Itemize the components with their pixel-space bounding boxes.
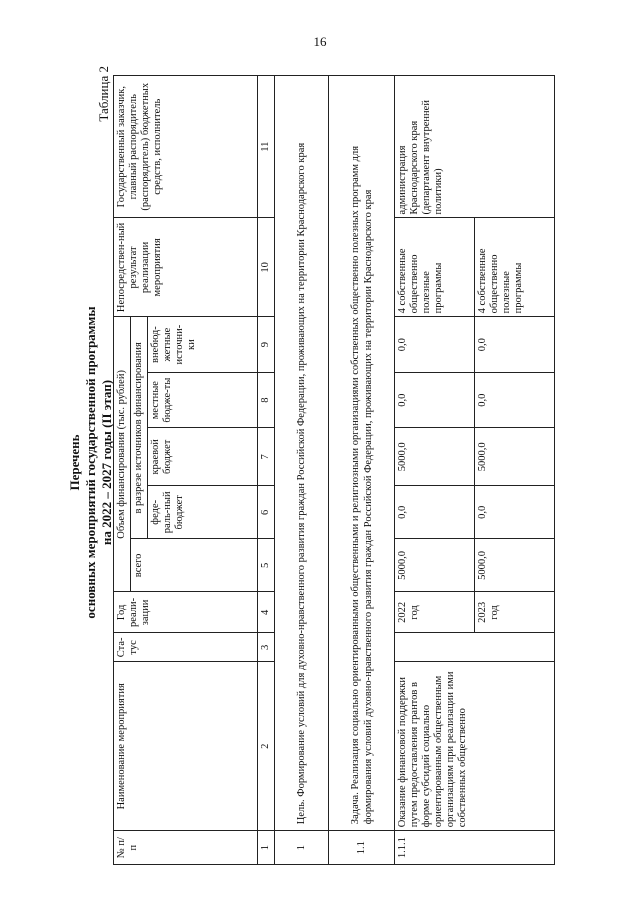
page-number: 16: [313, 34, 327, 49]
col-num: 6: [258, 486, 275, 539]
goal-text: Цель. Формирование условий для духовно-нравственного развития граждан Российской Федерации, проживающих на территории Краснодарского края: [275, 76, 329, 831]
row-federal: 0,0: [395, 486, 475, 539]
header-year: Год реали-зации: [114, 592, 258, 633]
column-number-row: [258, 76, 275, 865]
row-offbudget: 0,0: [475, 317, 555, 373]
goal-row: [275, 76, 329, 865]
row-result: 4 собственные общественно полезные программы: [475, 218, 555, 317]
row-year: 2023 год: [475, 592, 555, 633]
header-num: № п/п: [114, 831, 258, 865]
activities-table: [113, 75, 555, 865]
header-total: всего: [131, 539, 258, 592]
col-num: 10: [258, 218, 275, 317]
header-status: Ста-тус: [114, 633, 258, 662]
row-regional: 5000,0: [475, 428, 555, 486]
row-year: 2022 год: [395, 592, 475, 633]
col-num: 1: [258, 831, 275, 865]
document-period: на 2022 – 2027 годы (II этап): [99, 379, 114, 546]
header-customer: Государственный заказчик, главный распорядитель (распорядитель) бюджетных средств, исполнитель: [114, 76, 258, 218]
col-num: 3: [258, 633, 275, 662]
activity-num: 1.1.1: [395, 831, 555, 865]
header-by-sources: в разрезе источников финансирования: [131, 317, 148, 539]
col-num: 11: [258, 76, 275, 218]
document-title: Перечень: [67, 434, 82, 491]
row-local: 0,0: [395, 372, 475, 427]
header-result: Непосредствен-ный результат реализации мероприятия: [114, 218, 258, 317]
row-local: 0,0: [475, 372, 555, 427]
header-row-1: [114, 76, 131, 865]
header-volume: Объем финансирования (тыс. рублей): [114, 317, 131, 592]
task-row: [329, 76, 395, 865]
col-num: 4: [258, 592, 275, 633]
row-federal: 0,0: [475, 486, 555, 539]
row-result: 4 собственные общественно полезные программы: [395, 218, 475, 317]
header-name: Наименование мероприятия: [114, 662, 258, 831]
document-subtitle: основных мероприятий государственной программы: [83, 306, 98, 619]
goal-num: 1: [275, 831, 329, 865]
header-local: местные бюдже-ты: [148, 372, 258, 427]
row-total: 5000,0: [395, 539, 475, 592]
col-num: 5: [258, 539, 275, 592]
header-regional: краевой бюджет: [148, 428, 258, 486]
table-label: Таблица 2: [96, 66, 111, 122]
table-row: [395, 76, 475, 865]
row-offbudget: 0,0: [395, 317, 475, 373]
activity-name: Оказание финансовой поддержки путем предоставления грантов в форме субсидий социально ориентированным общественным организациям при реализации ими собственных общественно: [395, 662, 555, 831]
col-num: 8: [258, 372, 275, 427]
header-offbudget: внебюд-жетные источни-ки: [148, 317, 258, 373]
task-text: Задача. Реализация социально ориентированными общественными и религиозными организациями собственных общественно полезных программ для формирования условий духовно-нравственного развития граждан Российской Федерации, проживающих на территории Краснодарского края: [329, 76, 395, 831]
row-total: 5000,0: [475, 539, 555, 592]
col-num: 9: [258, 317, 275, 373]
activity-customer: администрация Краснодарского края (департамент внутренней политики): [395, 76, 555, 218]
task-num: 1.1: [329, 831, 395, 865]
header-federal: феде-раль-ный бюджет: [148, 486, 258, 539]
col-num: 2: [258, 662, 275, 831]
rotated-page-content: [60, 60, 615, 865]
activity-status: [395, 633, 555, 662]
row-regional: 5000,0: [395, 428, 475, 486]
col-num: 7: [258, 428, 275, 486]
